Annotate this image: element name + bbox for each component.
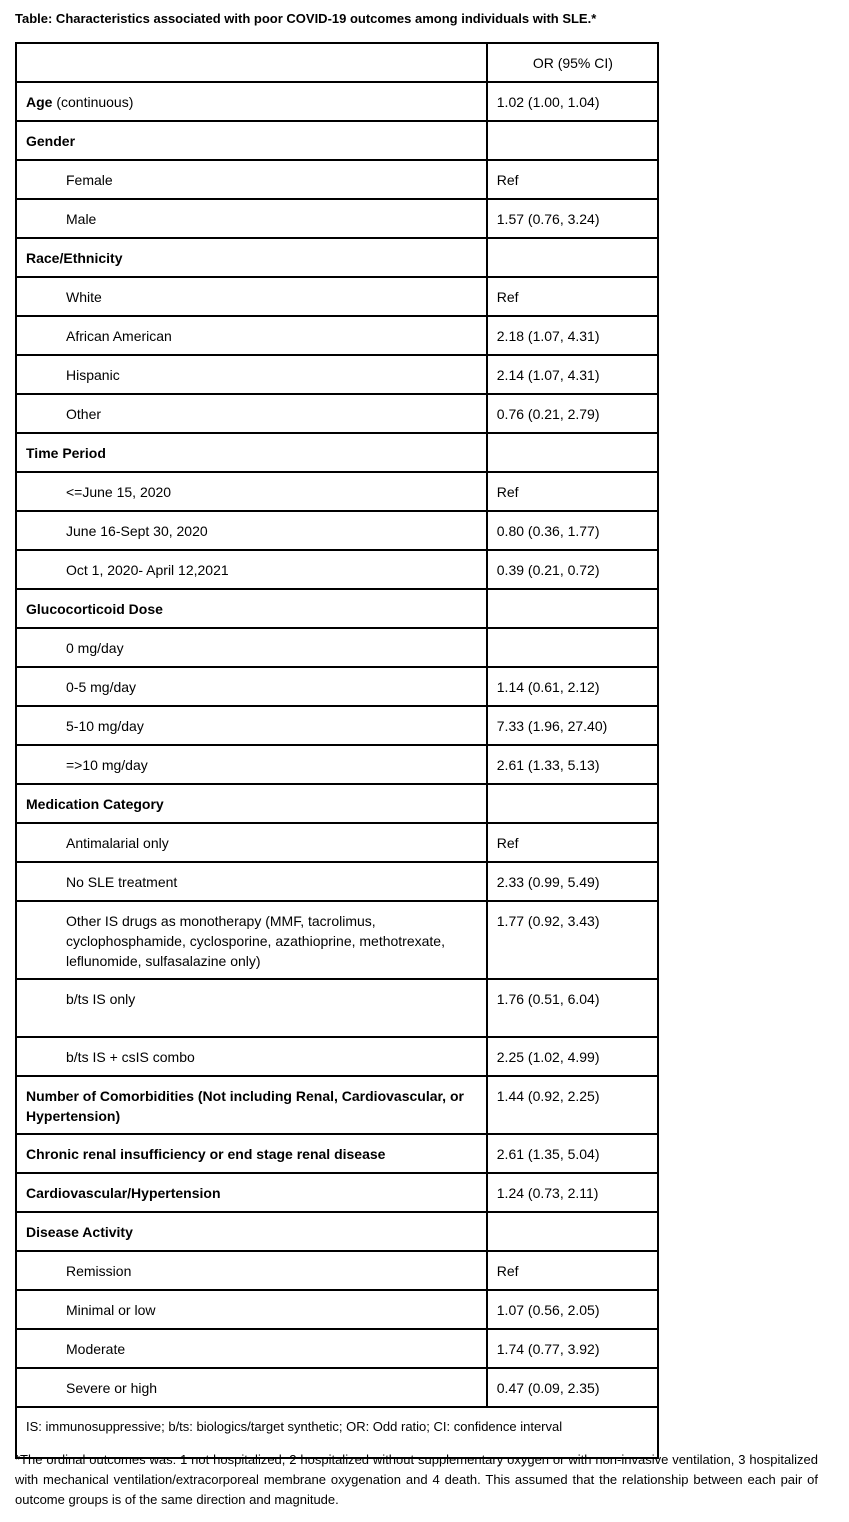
table-row (16, 472, 658, 511)
table-row (16, 628, 658, 667)
row-label: African American (66, 328, 172, 344)
table-row (16, 706, 658, 745)
row-label: Remission (66, 1263, 132, 1279)
row-label: Oct 1, 2020- April 12,2021 (66, 562, 229, 578)
row-label: No SLE treatment (66, 874, 178, 890)
row-label-cell (16, 1037, 487, 1076)
row-label: 0-5 mg/day (66, 679, 137, 695)
row-label-cell (16, 1212, 487, 1251)
row-label-bold: Glucocorticoid Dose (26, 601, 163, 617)
table-row (16, 394, 658, 433)
row-or-ci-value: 2.33 (0.99, 5.49) (487, 862, 658, 901)
row-label: Male (66, 211, 97, 227)
row-label: Moderate (66, 1341, 126, 1357)
table-row (16, 1076, 658, 1134)
row-label-cell (16, 823, 487, 862)
row-label-cell (16, 628, 487, 667)
table-row (16, 862, 658, 901)
row-or-ci-value (487, 628, 658, 667)
row-or-ci-value: 0.47 (0.09, 2.35) (487, 1368, 658, 1407)
row-label: 5-10 mg/day (66, 718, 144, 734)
row-label-bold: Time Period (26, 445, 106, 461)
row-label-cell (16, 1368, 487, 1407)
row-label-cell (16, 901, 487, 979)
row-label: Severe or high (66, 1380, 158, 1396)
table-row (16, 121, 658, 160)
row-label-bold: Age (26, 94, 53, 110)
row-label-cell (16, 706, 487, 745)
header-or-ci: OR (95% CI) (487, 43, 658, 82)
table-row (16, 784, 658, 823)
row-label-cell (16, 862, 487, 901)
row-or-ci-value: 1.74 (0.77, 3.92) (487, 1329, 658, 1368)
row-or-ci-value: 0.39 (0.21, 0.72) (487, 550, 658, 589)
row-label: Other (66, 406, 102, 422)
row-label-cell (16, 160, 487, 199)
row-or-ci-value: 1.76 (0.51, 6.04) (487, 979, 658, 1037)
table-row (16, 199, 658, 238)
row-label-bold: Cardiovascular/Hypertension (26, 1185, 221, 1201)
row-or-ci-value: 1.02 (1.00, 1.04) (487, 82, 658, 121)
table-row (16, 901, 658, 979)
row-label: b/ts IS only (66, 991, 136, 1007)
table-row (16, 277, 658, 316)
table-row (16, 589, 658, 628)
row-label: b/ts IS + csIS combo (66, 1049, 195, 1065)
row-or-ci-value: Ref (487, 823, 658, 862)
row-label-cell (16, 1251, 487, 1290)
row-label: Female (66, 172, 113, 188)
row-or-ci-value: 2.25 (1.02, 4.99) (487, 1037, 658, 1076)
row-or-ci-value: 1.57 (0.76, 3.24) (487, 199, 658, 238)
row-label-cell (16, 1076, 487, 1134)
row-or-ci-value: 1.77 (0.92, 3.43) (487, 901, 658, 979)
row-label: Minimal or low (66, 1302, 156, 1318)
row-label-bold: Medication Category (26, 796, 164, 812)
table-row (16, 160, 658, 199)
row-label-bold: Chronic renal insufficiency or end stage renal disease (26, 1146, 386, 1162)
row-label: Hispanic (66, 367, 120, 383)
row-or-ci-value: 1.24 (0.73, 2.11) (487, 1173, 658, 1212)
footnote: *The ordinal outcomes was: 1 not hospitalized, 2 hospitalized without supplementary oxygen or with non-invasive ventilation, 3 hospitalized with mechanical ventilation/extracorporeal membrane oxygenation and 4 death. This assumed that the relationship between each pair of outcome groups is of the same direction and magnitude. (15, 1452, 818, 1507)
table-row (16, 1290, 658, 1329)
row-or-ci-value: 2.14 (1.07, 4.31) (487, 355, 658, 394)
row-label: <=June 15, 2020 (66, 484, 172, 500)
row-or-ci-value: Ref (487, 1251, 658, 1290)
row-label-cell (16, 316, 487, 355)
table-header-row (16, 43, 658, 82)
row-or-ci-value: Ref (487, 472, 658, 511)
table-row (16, 238, 658, 277)
header-label-cell (16, 43, 487, 82)
row-label: 0 mg/day (66, 640, 124, 656)
row-or-ci-value (487, 1212, 658, 1251)
table-row (16, 1037, 658, 1076)
characteristics-table (15, 42, 659, 1459)
row-label-cell (16, 82, 487, 121)
table-row (16, 1368, 658, 1407)
row-label-cell (16, 784, 487, 823)
row-or-ci-value: 1.14 (0.61, 2.12) (487, 667, 658, 706)
table-row (16, 1329, 658, 1368)
row-label: Antimalarial only (66, 835, 169, 851)
row-label-cell (16, 589, 487, 628)
table-row (16, 1212, 658, 1251)
row-or-ci-value (487, 589, 658, 628)
row-or-ci-value (487, 238, 658, 277)
row-or-ci-value: 0.80 (0.36, 1.77) (487, 511, 658, 550)
row-label-cell (16, 667, 487, 706)
row-or-ci-value: 0.76 (0.21, 2.79) (487, 394, 658, 433)
row-label-cell (16, 1329, 487, 1368)
row-or-ci-value (487, 121, 658, 160)
table-row (16, 316, 658, 355)
row-label-cell (16, 121, 487, 160)
table-row (16, 550, 658, 589)
table-row (16, 355, 658, 394)
row-or-ci-value (487, 433, 658, 472)
table-row (16, 511, 658, 550)
row-label-cell (16, 433, 487, 472)
row-label: (continuous) (52, 94, 134, 110)
row-label-cell (16, 1134, 487, 1173)
row-label-cell (16, 550, 487, 589)
row-or-ci-value: 7.33 (1.96, 27.40) (487, 706, 658, 745)
row-or-ci-value: Ref (487, 277, 658, 316)
row-or-ci-value: 2.18 (1.07, 4.31) (487, 316, 658, 355)
row-label-cell (16, 394, 487, 433)
row-or-ci-value: 2.61 (1.33, 5.13) (487, 745, 658, 784)
row-label: =>10 mg/day (66, 757, 148, 773)
row-label-cell (16, 277, 487, 316)
row-label-bold: Disease Activity (26, 1224, 133, 1240)
table-row (16, 667, 658, 706)
row-or-ci-value: 1.07 (0.56, 2.05) (487, 1290, 658, 1329)
table-row (16, 1251, 658, 1290)
table-row (16, 1173, 658, 1212)
table-row (16, 433, 658, 472)
table-row (16, 823, 658, 862)
row-label-cell (16, 355, 487, 394)
row-label: Other IS drugs as monotherapy (MMF, tacrolimus, cyclophosphamide, cyclosporine, azathioprine, methotrexate, leflunomide, sulfasalazine only) (66, 913, 445, 969)
table-title: Table: Characteristics associated with poor COVID-19 outcomes among individuals with SLE.* (15, 11, 597, 26)
row-label-cell (16, 1290, 487, 1329)
row-label-cell (16, 472, 487, 511)
row-label-bold: Gender (26, 133, 76, 149)
row-or-ci-value: 2.61 (1.35, 5.04) (487, 1134, 658, 1173)
table-row (16, 745, 658, 784)
table-row (16, 82, 658, 121)
table-row (16, 979, 658, 1037)
row-label-bold: Race/Ethnicity (26, 250, 123, 266)
row-label-cell (16, 238, 487, 277)
row-or-ci-value (487, 784, 658, 823)
row-label: White (66, 289, 102, 305)
row-label-bold: Number of Comorbidities (Not including Renal, Cardiovascular, or Hypertension) (26, 1088, 464, 1124)
abbreviations-note: IS: immunosuppressive; b/ts: biologics/target synthetic; OR: Odd ratio; CI: confidence interval (16, 1407, 658, 1458)
row-or-ci-value: 1.44 (0.92, 2.25) (487, 1076, 658, 1134)
row-or-ci-value: Ref (487, 160, 658, 199)
table-row (16, 1134, 658, 1173)
row-label: June 16-Sept 30, 2020 (66, 523, 208, 539)
row-label-cell (16, 199, 487, 238)
row-label-cell (16, 745, 487, 784)
row-label-cell (16, 979, 487, 1037)
row-label-cell (16, 1173, 487, 1212)
row-label-cell (16, 511, 487, 550)
